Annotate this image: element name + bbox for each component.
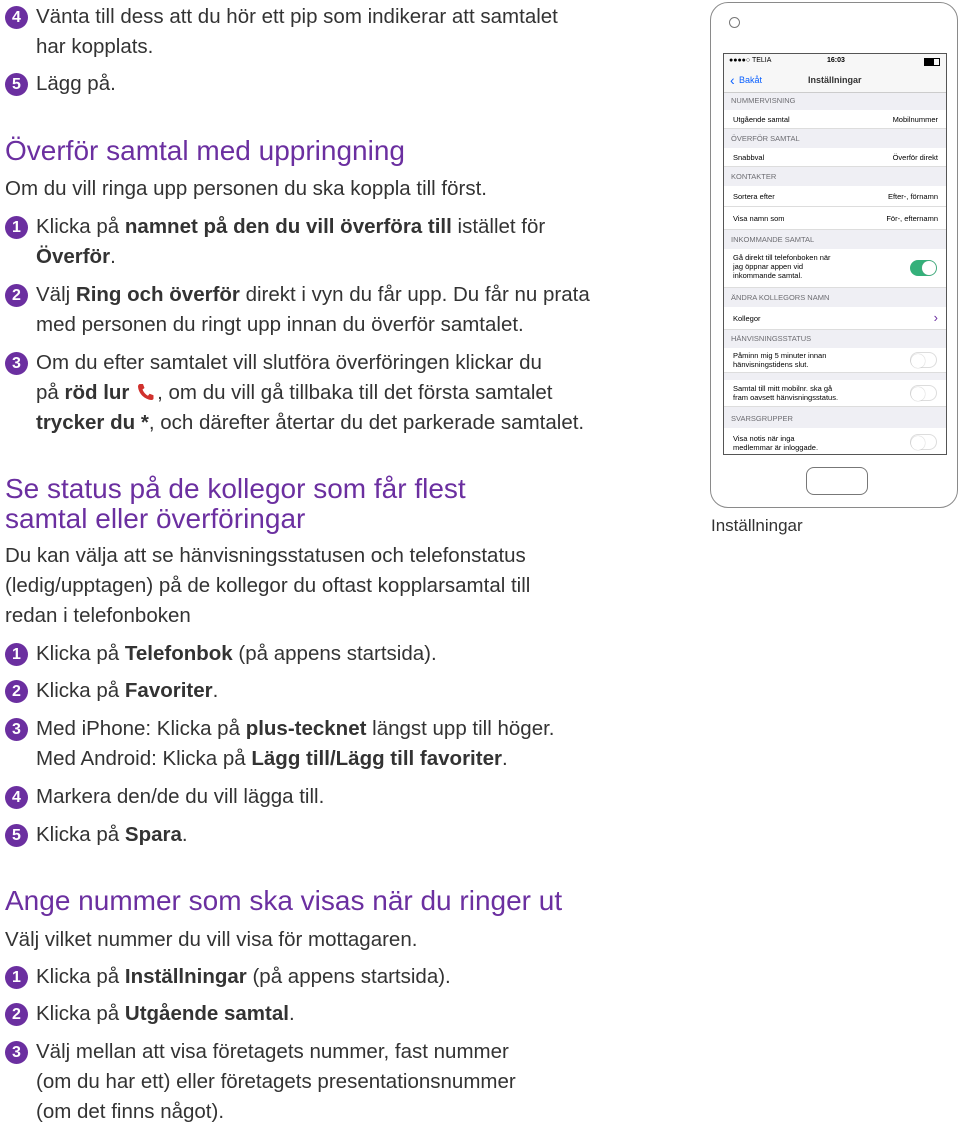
setting-row-utgaende[interactable] bbox=[724, 110, 946, 129]
toggle-switch[interactable] bbox=[910, 352, 937, 368]
step-text: Klicka på Telefonbok (på appens startsida). bbox=[36, 642, 437, 665]
step-badge: 4 bbox=[5, 786, 28, 809]
camera-icon bbox=[729, 17, 740, 28]
setting-row-snabbval[interactable] bbox=[724, 148, 946, 167]
setting-row-paminn[interactable] bbox=[724, 348, 946, 373]
paragraph-line: Du kan välja att se hänvisningsstatusen och telefonstatus bbox=[5, 544, 526, 567]
toggle-switch[interactable] bbox=[910, 434, 937, 450]
back-button[interactable]: Bakåt bbox=[739, 75, 763, 85]
setting-label: Utgående samtal bbox=[733, 115, 790, 124]
step-text: Klicka på namnet på den du vill överföra till istället för bbox=[36, 215, 546, 238]
setting-value: Efter-, förnamn bbox=[887, 192, 938, 201]
step-text: Klicka på Inställningar (på appens startsida). bbox=[36, 965, 451, 988]
setting-row-ga-direkt[interactable] bbox=[724, 249, 946, 288]
step-badge: 1 bbox=[5, 643, 28, 666]
screen-title: Inställningar bbox=[808, 75, 862, 85]
setting-row-visa-notis[interactable] bbox=[724, 428, 946, 454]
section-heading: Ange nummer som ska visas när du ringer ut bbox=[5, 885, 563, 916]
figure-caption: Inställningar bbox=[711, 516, 803, 535]
step-text: med personen du ringt upp innan du överför samtalet. bbox=[36, 313, 524, 336]
step-badge: 1 bbox=[5, 216, 28, 239]
step-text: har kopplats. bbox=[36, 35, 154, 58]
step-text: Klicka på Utgående samtal. bbox=[36, 1002, 295, 1025]
section-intro: Välj vilket nummer du vill visa för mottagaren. bbox=[5, 928, 418, 951]
step-badge: 2 bbox=[5, 680, 28, 703]
nav-bar bbox=[724, 70, 946, 93]
paragraph-line: redan i telefonboken bbox=[5, 604, 191, 627]
setting-value: Mobilnummer bbox=[892, 115, 938, 124]
setting-label: Kollegor bbox=[733, 314, 761, 323]
section-label: KONTAKTER bbox=[731, 172, 777, 181]
toggle-switch[interactable] bbox=[910, 260, 937, 276]
status-bar bbox=[724, 54, 946, 70]
step-text: Markera den/de du vill lägga till. bbox=[36, 785, 325, 808]
setting-value: Överför direkt bbox=[892, 153, 938, 162]
section-label: SVARSGRUPPER bbox=[731, 414, 793, 423]
chevron-right-icon: › bbox=[933, 310, 938, 325]
step-text: Lägg på. bbox=[36, 72, 116, 95]
step-badge: 5 bbox=[5, 73, 28, 96]
section-heading: samtal eller överföringar bbox=[5, 503, 306, 534]
section-label: NUMMERVISNING bbox=[731, 96, 796, 105]
step-badge: 3 bbox=[5, 352, 28, 375]
setting-label: Snabbval bbox=[733, 153, 765, 162]
chevron-left-icon[interactable]: ‹ bbox=[730, 72, 735, 88]
setting-row-sortera[interactable] bbox=[724, 186, 946, 207]
step-badge: 4 bbox=[5, 6, 28, 29]
setting-row-visa-namn[interactable] bbox=[724, 207, 946, 230]
setting-label: Samtal till mitt mobilnr. ska gå fram oavsett hänvisningsstatus. bbox=[733, 384, 839, 402]
home-button bbox=[806, 467, 868, 495]
phone-illustration bbox=[710, 2, 958, 508]
step-text: på röd lur , om du vill gå tillbaka till det första samtalet bbox=[36, 381, 553, 404]
setting-label: Sortera efter bbox=[733, 192, 775, 201]
setting-value: För-, efternamn bbox=[886, 214, 938, 223]
section-label: ÄNDRA KOLLEGORS NAMN bbox=[731, 293, 830, 302]
setting-label: Visa notis när inga medlemmar är inloggade. bbox=[733, 434, 819, 452]
step-text: Vänta till dess att du hör ett pip som indikerar att samtalet bbox=[36, 5, 558, 28]
step-text: (om det finns något). bbox=[36, 1100, 225, 1123]
toggle-switch[interactable] bbox=[910, 385, 937, 401]
step-badge: 3 bbox=[5, 718, 28, 741]
setting-label: Gå direkt till telefonboken när jag öppnar appen vid inkommande samtal. bbox=[733, 253, 831, 280]
step-badge: 5 bbox=[5, 824, 28, 847]
clock: 16:03 bbox=[827, 57, 845, 64]
setting-label: Påminn mig 5 minuter innan hänvisningstidens slut. bbox=[733, 351, 827, 369]
phone-screen bbox=[723, 53, 947, 455]
carrier-label: ●●●●○ TELIA bbox=[729, 57, 772, 64]
section-intro: Om du vill ringa upp personen du ska koppla till först. bbox=[5, 177, 488, 200]
step-text: Välj mellan att visa företagets nummer, fast nummer bbox=[36, 1040, 509, 1063]
paragraph-line: (ledig/upptagen) på de kollegor du oftast kopplarsamtal till bbox=[5, 574, 531, 597]
step-text: Klicka på Spara. bbox=[36, 823, 188, 846]
step-text: Med iPhone: Klicka på plus-tecknet längst upp till höger. bbox=[36, 717, 555, 740]
step-badge: 3 bbox=[5, 1041, 28, 1064]
step-text: Klicka på Favoriter. bbox=[36, 679, 219, 702]
section-label: HÄNVISNINGSSTATUS bbox=[731, 334, 812, 343]
section-heading: Överför samtal med uppringning bbox=[5, 135, 405, 166]
section-heading: Se status på de kollegor som får flest bbox=[5, 473, 466, 504]
setting-row-kollegor[interactable] bbox=[724, 307, 946, 330]
section-label: ÖVERFÖR SAMTAL bbox=[731, 134, 800, 143]
step-badge: 2 bbox=[5, 284, 28, 307]
step-text: Välj Ring och överför direkt i vyn du får upp. Du får nu prata bbox=[36, 283, 590, 306]
step-text: Om du efter samtalet vill slutföra överföringen klickar du bbox=[36, 351, 542, 374]
step-badge: 2 bbox=[5, 1003, 28, 1026]
step-badge: 1 bbox=[5, 966, 28, 989]
battery-icon bbox=[924, 58, 940, 66]
red-phone-icon bbox=[136, 382, 156, 402]
step-text: trycker du *, och därefter återtar du det parkerade samtalet. bbox=[36, 411, 585, 434]
section-label: INKOMMANDE SAMTAL bbox=[731, 235, 815, 244]
setting-label: Visa namn som bbox=[733, 214, 785, 223]
setting-row-samtal-mobil[interactable] bbox=[724, 380, 946, 407]
step-text: Med Android: Klicka på Lägg till/Lägg till favoriter. bbox=[36, 747, 508, 770]
step-text: Överför. bbox=[36, 245, 116, 268]
step-text: (om du har ett) eller företagets presentationsnummer bbox=[36, 1070, 516, 1093]
